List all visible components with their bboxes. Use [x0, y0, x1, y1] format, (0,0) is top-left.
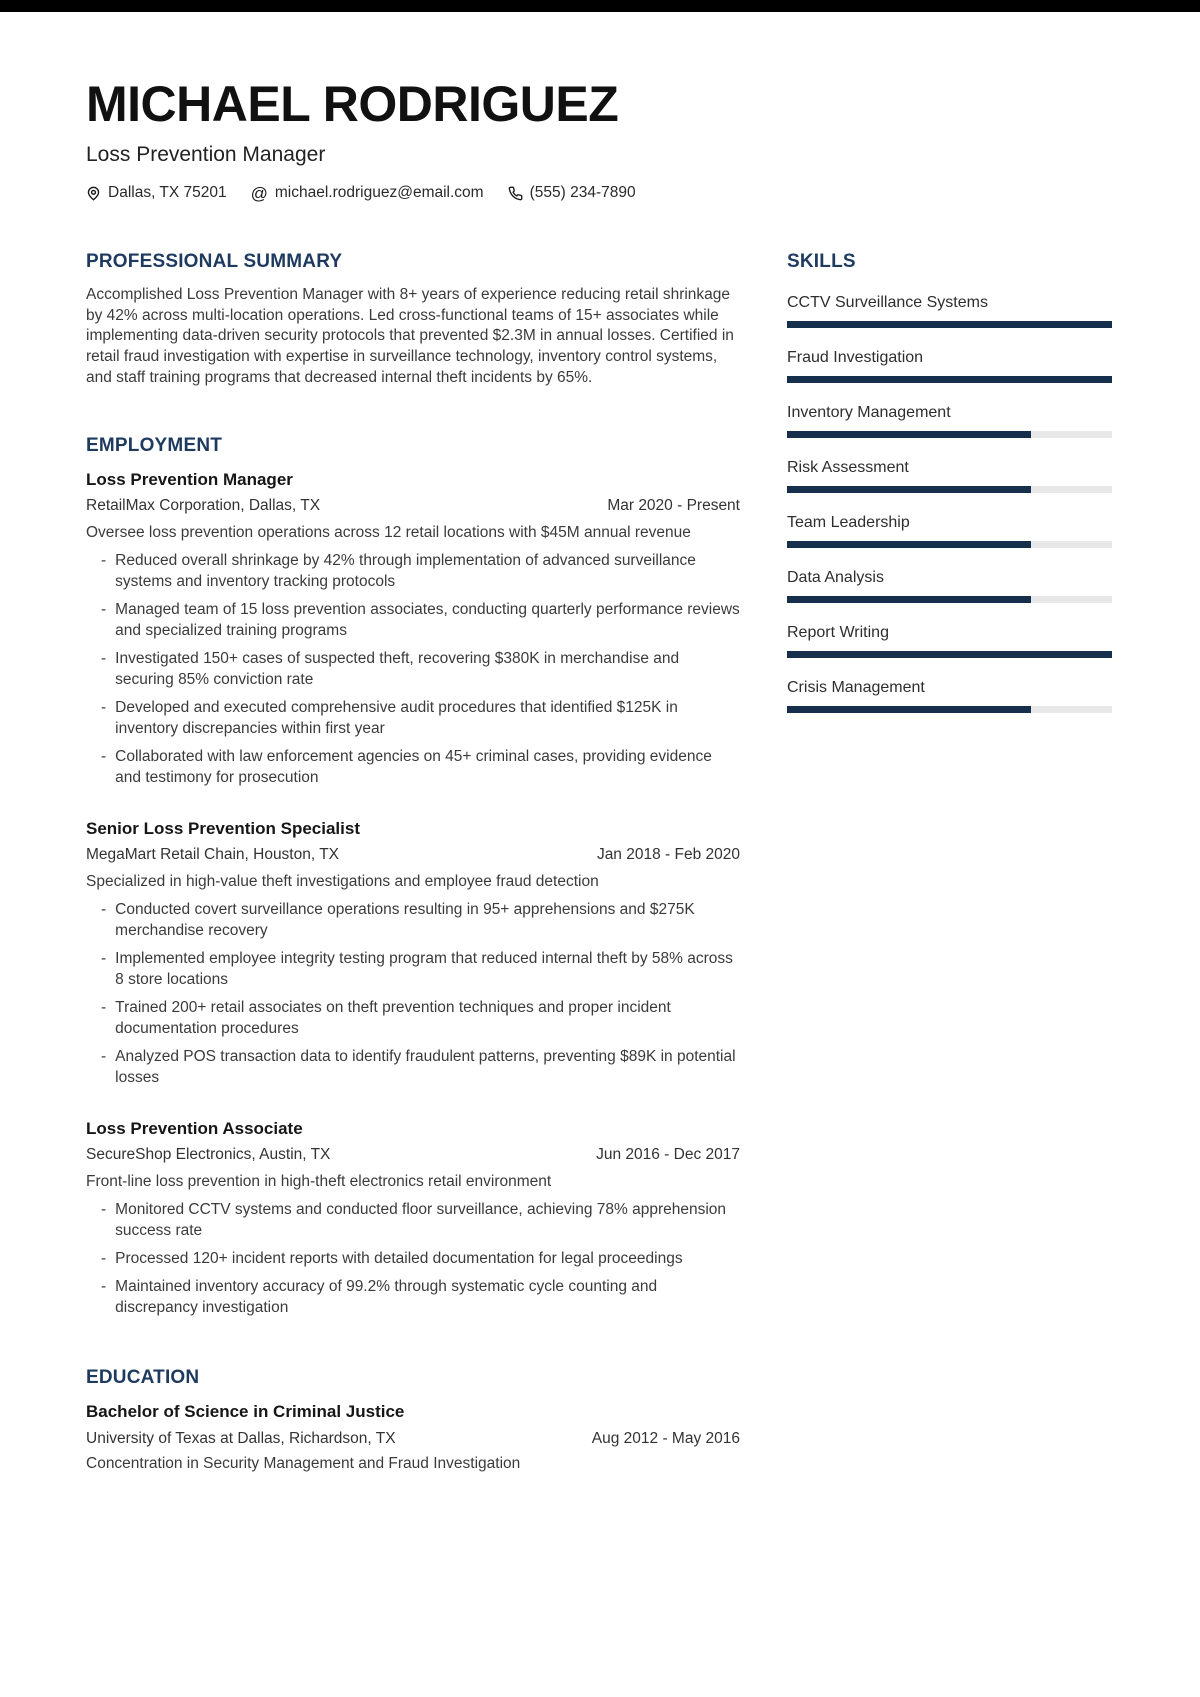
bullet-dash — [101, 1248, 106, 1269]
section-heading-education: EDUCATION — [86, 1366, 200, 1388]
skill-bar-track — [787, 706, 1112, 713]
bullet-text: Processed 120+ incident reports with detailed documentation for legal proceedings — [115, 1249, 683, 1267]
bullet-dash — [101, 1199, 106, 1241]
contact-email-text: michael.rodriguez@email.com — [274, 184, 484, 201]
bullet-text: Trained 200+ retail associates on theft prevention techniques and proper incident documentation procedures — [115, 998, 671, 1037]
skill-item — [787, 679, 1112, 713]
skill-item — [787, 459, 1112, 493]
job-bullets — [86, 899, 740, 1088]
skill-bar-track — [787, 596, 1112, 603]
bullet-item — [86, 899, 740, 941]
job-dates: Jun 2016 - Dec 2017 — [596, 1145, 740, 1163]
job-entry — [86, 819, 740, 1088]
job-company: SecureShop Electronics, Austin, TX — [86, 1145, 331, 1163]
contact-phone — [508, 184, 636, 202]
bullet-text: Investigated 150+ cases of suspected theft, recovering $380K in merchandise and securing 85% conviction rate — [115, 649, 680, 688]
summary-text: Accomplished Loss Prevention Manager with 8+ years of experience reducing retail shrinkage by 42% across multi-location operations. Led cross-functional teams of 15+ associates while implementing data-driven security protocols that prevented $2.3M in annual losses. Certified in retail fraud investigation with expertise in surveillance technology, inventory control systems, and staff training programs that decreased internal theft incidents by 65%. — [86, 286, 734, 386]
contact-email — [251, 184, 484, 202]
job-entry — [86, 470, 740, 788]
job-dates: Mar 2020 - Present — [607, 496, 740, 514]
skill-label: Data Analysis — [787, 569, 884, 586]
bullet-dash — [101, 746, 106, 788]
candidate-title: Loss Prevention Manager — [86, 143, 326, 166]
bullet-item — [86, 599, 740, 641]
skill-bar-track — [787, 541, 1112, 548]
skill-label: Fraud Investigation — [787, 349, 924, 366]
bullet-text: Implemented employee integrity testing program that reduced internal theft by 58% across 8 store locations — [115, 949, 733, 988]
candidate-name: MICHAEL RODRIGUEZ — [86, 76, 619, 132]
contact-row — [86, 184, 1112, 202]
bullet-dash — [101, 697, 106, 739]
skill-item — [787, 294, 1112, 328]
job-bullets — [86, 1199, 740, 1318]
education-detail: Concentration in Security Management and Fraud Investigation — [86, 1454, 521, 1472]
job-meta-row — [86, 846, 740, 864]
job-company: RetailMax Corporation, Dallas, TX — [86, 496, 321, 514]
bullet-item — [86, 1276, 740, 1318]
skill-label: Team Leadership — [787, 514, 910, 531]
bullet-item — [86, 1248, 740, 1269]
location-pin-icon — [86, 186, 101, 201]
skill-bar-track — [787, 321, 1112, 328]
job-meta-row — [86, 497, 740, 515]
skill-bar-track — [787, 486, 1112, 493]
bullet-item — [86, 1046, 740, 1088]
bullet-text: Collaborated with law enforcement agencies on 45+ criminal cases, providing evidence and testimony for prosecution — [115, 747, 712, 786]
job-entry — [86, 1119, 740, 1318]
bullet-item — [86, 697, 740, 739]
bullet-text: Monitored CCTV systems and conducted floor surveillance, achieving 78% apprehension success rate — [115, 1200, 727, 1239]
bullet-item — [86, 1199, 740, 1241]
skill-label: Report Writing — [787, 624, 889, 641]
skill-item — [787, 624, 1112, 658]
job-summary: Oversee loss prevention operations across 12 retail locations with $45M annual revenue — [86, 523, 691, 541]
section-heading-employment: EMPLOYMENT — [86, 434, 223, 456]
education-dates: Aug 2012 - May 2016 — [591, 1429, 740, 1447]
skill-label: Crisis Management — [787, 679, 925, 696]
skill-item — [787, 349, 1112, 383]
job-summary: Specialized in high-value theft investigations and employee fraud detection — [86, 872, 599, 890]
bullet-item — [86, 648, 740, 690]
bullet-dash — [101, 899, 106, 941]
skill-bar-fill — [787, 596, 1031, 603]
bullet-text: Conducted covert surveillance operations resulting in 95+ apprehensions and $275K merchandise recovery — [115, 900, 695, 939]
bullet-item — [86, 997, 740, 1039]
skill-bar-fill — [787, 486, 1031, 493]
job-dates: Jan 2018 - Feb 2020 — [596, 845, 740, 863]
bullet-text: Reduced overall shrinkage by 42% through implementation of advanced surveillance systems and inventory tracking protocols — [115, 551, 696, 590]
contact-phone-text: (555) 234-7890 — [529, 184, 636, 201]
at-sign-icon: @ — [250, 183, 268, 203]
skill-bar-fill — [787, 706, 1031, 713]
section-heading-skills: SKILLS — [787, 251, 856, 272]
bullet-dash — [101, 1276, 106, 1318]
job-meta-row — [86, 1146, 740, 1164]
bullet-dash — [101, 648, 106, 690]
skill-bar-track — [787, 431, 1112, 438]
skill-item — [787, 514, 1112, 548]
bullet-dash — [101, 1046, 106, 1088]
skill-bar-fill — [787, 321, 1112, 328]
education-meta-row — [86, 1430, 740, 1448]
resume-header — [86, 78, 1112, 202]
bullet-text: Maintained inventory accuracy of 99.2% through systematic cycle counting and discrepancy investigation — [115, 1277, 658, 1316]
skill-item — [787, 404, 1112, 438]
job-bullets — [86, 550, 740, 788]
skill-bar-fill — [787, 431, 1031, 438]
job-title: Senior Loss Prevention Specialist — [86, 818, 360, 838]
bullet-item — [86, 550, 740, 592]
skill-bar-fill — [787, 376, 1112, 383]
contact-location — [86, 184, 227, 202]
job-title: Loss Prevention Associate — [86, 1118, 303, 1138]
job-summary: Front-line loss prevention in high-theft electronics retail environment — [86, 1172, 552, 1190]
education-school: University of Texas at Dallas, Richardson, TX — [86, 1429, 396, 1447]
phone-icon — [508, 186, 523, 201]
job-company: MegaMart Retail Chain, Houston, TX — [86, 845, 339, 863]
skill-label: Risk Assessment — [787, 459, 909, 476]
bullet-dash — [101, 550, 106, 592]
contact-location-text: Dallas, TX 75201 — [108, 184, 227, 201]
bullet-text: Analyzed POS transaction data to identify fraudulent patterns, preventing $89K in potential losses — [115, 1047, 736, 1086]
degree-title: Bachelor of Science in Criminal Justice — [86, 1401, 405, 1421]
skill-bar-track — [787, 376, 1112, 383]
top-accent-bar — [0, 0, 1200, 12]
content-columns — [86, 251, 1112, 1473]
skill-label: Inventory Management — [787, 404, 951, 421]
bullet-item — [86, 746, 740, 788]
bullet-dash — [101, 948, 106, 990]
skill-item — [787, 569, 1112, 603]
skills-column — [787, 251, 1112, 1473]
section-heading-summary: PROFESSIONAL SUMMARY — [86, 251, 343, 272]
bullet-dash — [101, 599, 106, 641]
skill-bar-fill — [787, 541, 1031, 548]
resume-page — [0, 78, 1200, 1473]
bullet-item — [86, 948, 740, 990]
job-title: Loss Prevention Manager — [86, 469, 293, 489]
skill-bar-track — [787, 651, 1112, 658]
main-column — [86, 251, 740, 1473]
skill-label: CCTV Surveillance Systems — [787, 294, 988, 311]
bullet-text: Managed team of 15 loss prevention associates, conducting quarterly performance reviews and specialized training programs — [115, 600, 740, 639]
bullet-text: Developed and executed comprehensive audit procedures that identified $125K in inventory discrepancies within first year — [115, 698, 678, 737]
bullet-dash — [101, 997, 106, 1039]
skill-bar-fill — [787, 651, 1112, 658]
